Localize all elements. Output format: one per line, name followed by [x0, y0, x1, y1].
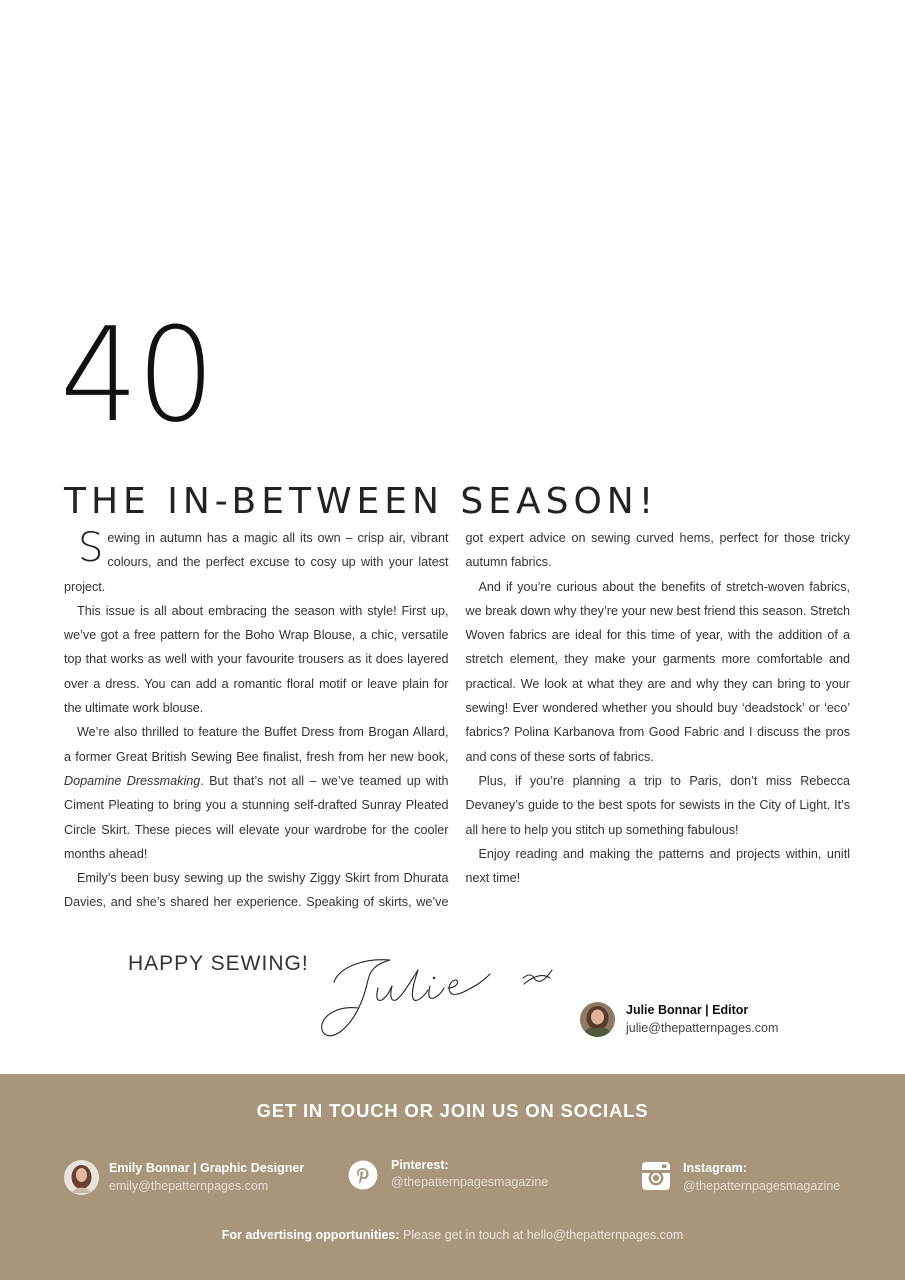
pinterest-contact[interactable] [348, 1158, 578, 1198]
designer-email[interactable]: emily@thepatternpages.com [109, 1179, 269, 1193]
pinterest-handle[interactable]: @thepatternpagesmagazine [391, 1175, 549, 1189]
signature [318, 948, 568, 1043]
editor-email[interactable]: julie@thepatternpages.com [626, 1021, 779, 1035]
advertising-note [0, 1228, 905, 1242]
advertising-label: For advertising opportunities: [221, 1228, 400, 1242]
drop-cap: S [78, 525, 104, 571]
paragraph-6: Plus, if you’re planning a trip to Paris, don’t miss Rebecca Devaney’s guide to the best spots for sewists in the City of Light. It’s all here to help you stitch up something fabulous! [465, 773, 850, 837]
advertising-text: Please get in touch at hello@thepatternpages.com [399, 1228, 684, 1242]
issue-number: 40 [60, 299, 214, 451]
paragraph-7: Enjoy reading and making the patterns and projects within, unitl next time! [465, 846, 850, 886]
paragraph-1 [64, 526, 449, 599]
paragraph-3-text-b: . But that’s not all – we’ve teamed up with Ciment Pleating to bring you a stunning self-drafted Sunray Pleated Circle Skirt. These pieces will elevate your wardrobe for the cooler months ahead! [64, 773, 449, 861]
page-title: THE IN-BETWEEN SEASON! [64, 481, 659, 523]
instagram-label: Instagram: [683, 1161, 747, 1175]
footer-heading: GET IN TOUCH OR JOIN US ON SOCIALS [256, 1100, 649, 1121]
instagram-contact[interactable] [641, 1158, 856, 1198]
paragraph-2: This issue is all about embracing the season with style! First up, we’ve got a free pattern for the Boho Wrap Blouse, a chic, versatile top that works as well with your favourite trousers as it does layered over a dress. You can add a romantic floral motif or leave plain for the ultimate work blouse. [64, 603, 449, 716]
designer-contact [64, 1158, 324, 1198]
pinterest-icon[interactable] [348, 1160, 378, 1195]
paragraph-5: And if you’re curious about the benefits of stretch-woven fabrics, we break down why they’re your new best friend this season. Stretch Woven fabrics are ideal for this time of year, with the addition of a stretch element, they make your garments more comfortable and practical. We look at what they are and why they can bring to your sewing! Ever wondered whether you should buy ‘deadstock’ or ‘eco’ fabrics? Polina Karbanova from Good Fabric and I discuss the pros and cons of these sorts of fabrics. [465, 579, 850, 764]
editor-name: Julie Bonnar | Editor [626, 1003, 749, 1017]
editorial-text [64, 526, 850, 916]
paragraph-4: Emily’s been busy sewing up the swishy Ziggy Skirt from Dhurata Davies, and she’s shared her experience. Speaking of skirts, we’ve got expert advice on sewing curved hems, perfect for those tricky autumn fabrics. [64, 531, 850, 910]
paragraph-1-text: ewing in autumn has a magic all its own – crisp air, vibrant colours, and the perfect excuse to cosy up with your latest project. [64, 531, 449, 594]
instagram-handle[interactable]: @thepatternpagesmagazine [683, 1179, 841, 1193]
book-title: Dopamine Dressmaking [64, 773, 201, 788]
editor-avatar [580, 1002, 615, 1037]
paragraph-3-text-a: We’re also thrilled to feature the Buffet Dress from Brogan Allard, a former Great British Sewing Bee finalist, fresh from her new book, [64, 725, 449, 764]
pinterest-label: Pinterest: [391, 1158, 449, 1172]
designer-name: Emily Bonnar | Graphic Designer [109, 1161, 305, 1175]
sign-off: HAPPY SEWING! [128, 952, 309, 975]
paragraph-3 [64, 720, 449, 866]
designer-avatar [64, 1160, 99, 1200]
contact-footer [0, 1074, 905, 1280]
instagram-icon[interactable] [641, 1161, 671, 1196]
